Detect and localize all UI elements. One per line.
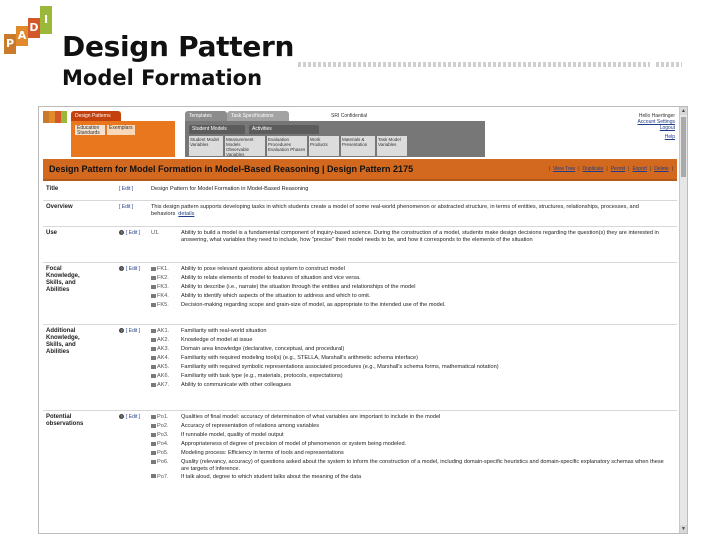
edit-label[interactable]: [ Edit ] — [126, 266, 141, 272]
item-text: Familiarity with required symbolic representations associated procedures (e.g., Marshall's schema forms, mathematical notation) — [181, 364, 499, 370]
item-code-text[interactable]: AK4. — [157, 355, 170, 361]
item-text: Domain area knowledge (declarative, conceptual, and procedural) — [181, 346, 345, 352]
item-code[interactable] — [151, 414, 179, 421]
design-pattern-subnav — [71, 121, 175, 157]
link-icon — [151, 329, 156, 333]
item-text: Knowledge of model at issue — [181, 337, 253, 343]
logo-letter-p: P — [4, 34, 16, 54]
list-item — [151, 230, 673, 245]
link-icon — [151, 383, 156, 387]
view-tree-link[interactable]: View Tree — [553, 166, 576, 172]
row-label: Potential observations — [46, 414, 84, 427]
edit-button[interactable] — [119, 328, 140, 334]
item-text: Modeling process: Efficiency in terms of tools and representations — [181, 450, 344, 456]
help-link[interactable]: Help — [664, 134, 675, 140]
attribute-table — [43, 183, 677, 534]
item-code-text[interactable]: AK3. — [157, 346, 170, 352]
item-code[interactable] — [151, 328, 179, 335]
padi-logo — [4, 6, 60, 68]
item-code-text[interactable]: Po2. — [157, 423, 169, 429]
item-code-text[interactable]: AK5. — [157, 364, 170, 370]
item-text: Decision-making regarding scope and grain-size of model, as appropriate to the intended use of the model. — [181, 302, 446, 308]
delete-link[interactable]: Delete — [654, 166, 669, 172]
item-code[interactable] — [151, 266, 179, 273]
link-icon — [151, 338, 156, 342]
design-pattern-actions: | View Tree | Duplicate | Permit | Export | Delete | — [548, 166, 673, 172]
item-text: If talk aloud, degree to which student talks about the meaning of the data — [181, 473, 362, 480]
tab-task-specifications[interactable]: Task Specifications — [227, 111, 289, 121]
vertical-scrollbar[interactable] — [679, 107, 687, 533]
row-title — [43, 183, 677, 201]
overview-text: This design pattern supports developing tasks in which students create a model of some real-world phenomenon or abstracted structure, in terms of entities, structures, relationships, processes, and behaviors — [151, 204, 639, 218]
item-code-text[interactable]: FK4. — [157, 293, 169, 299]
item-code-text[interactable]: Po7. — [157, 473, 169, 480]
row-value — [151, 263, 677, 314]
item-code-text[interactable]: Po6. — [157, 459, 169, 465]
design-pattern-title: Design Pattern for Model Formation in Model-Based Reasoning | Design Pattern 2175 — [49, 164, 414, 174]
subtab-activities[interactable]: Activities — [249, 125, 319, 134]
edit-label[interactable]: [ Edit ] — [126, 414, 141, 420]
item-code-text[interactable]: Po4. — [157, 441, 169, 447]
confidential-notice: SRI Confidential — [331, 113, 368, 119]
list-item — [151, 355, 673, 364]
item-code-text[interactable]: AK1. — [157, 328, 170, 334]
item-code: U1. — [151, 230, 160, 236]
list-item — [151, 293, 673, 302]
help-icon[interactable]: ? — [120, 414, 123, 420]
app-screenshot — [38, 106, 688, 534]
subtab-student-models[interactable]: Student Models — [189, 125, 245, 134]
template-subnav — [185, 121, 485, 157]
item-code[interactable] — [151, 284, 179, 291]
row-overview — [43, 201, 677, 227]
row-value — [151, 227, 677, 248]
duplicate-link[interactable]: Duplicate — [582, 166, 604, 172]
item-code[interactable] — [151, 364, 179, 371]
list-item — [151, 266, 673, 275]
link-icon — [151, 356, 156, 360]
list-item — [151, 382, 673, 391]
list-item — [151, 284, 673, 293]
nav-cell-evaluation-procedures[interactable]: Evaluation Procedures Evaluation Phases — [267, 136, 307, 156]
item-text: Familiarity with real-world situation — [181, 328, 267, 334]
edit-button[interactable] — [119, 266, 140, 272]
row-use — [43, 227, 677, 263]
edit-button[interactable] — [119, 414, 140, 420]
list-item — [151, 373, 673, 382]
item-code[interactable] — [151, 423, 179, 430]
item-code[interactable] — [151, 450, 179, 457]
item-text: Qualities of final model: accuracy of determination of what variables are important to include in the model — [181, 414, 441, 420]
slide-subtitle: Model Formation — [62, 66, 263, 90]
item-code[interactable] — [151, 337, 179, 344]
edit-button[interactable] — [119, 230, 140, 236]
details-link[interactable]: details — [178, 211, 195, 218]
item-code-text[interactable]: FK2. — [157, 275, 169, 281]
item-code-text[interactable]: AK7. — [157, 382, 170, 388]
item-code-text[interactable]: AK2. — [157, 337, 170, 343]
link-icon — [151, 474, 156, 478]
item-code-text[interactable]: Po1. — [157, 414, 169, 420]
slide-title: Design Pattern — [62, 30, 295, 63]
permit-link[interactable]: Permit — [610, 166, 626, 172]
row-label: Overview — [46, 204, 73, 210]
list-item — [151, 441, 673, 450]
item-text: Familiarity with task type (e.g., materials, protocols, expectations) — [181, 373, 343, 379]
item-code[interactable] — [151, 432, 179, 439]
list-item — [151, 414, 673, 423]
list-item — [151, 423, 673, 432]
item-code-text[interactable]: FK3. — [157, 284, 169, 290]
tab-templates[interactable]: Templates — [185, 111, 227, 121]
logo-letter-i: I — [40, 6, 52, 34]
link-icon — [151, 433, 156, 437]
nav-cell-student-model-variables[interactable]: Student Model Variables — [189, 136, 223, 156]
link-icon — [151, 451, 156, 455]
edit-label[interactable]: [ Edit ] — [126, 230, 141, 236]
list-item — [151, 275, 673, 284]
edit-label[interactable]: [ Edit ] — [126, 328, 141, 334]
row-label: Use — [46, 230, 58, 236]
item-code-text[interactable]: FK5. — [157, 302, 169, 308]
link-icon — [151, 442, 156, 446]
item-code[interactable] — [151, 355, 179, 362]
item-code-text[interactable]: AK6. — [157, 373, 170, 379]
app-navigation — [39, 107, 679, 157]
link-icon — [151, 267, 156, 271]
list-item — [151, 346, 673, 355]
link-icon — [151, 424, 156, 428]
row-value — [151, 325, 677, 394]
nav-cell-task-model-variables[interactable]: Task Model Variables — [377, 136, 407, 156]
scroll-down-icon[interactable]: ▼ — [681, 526, 686, 532]
row-focal-ksas — [43, 263, 677, 325]
logo-letter-d: D — [28, 18, 40, 38]
item-text: Ability to identify which aspects of the situation to address and which to omit. — [181, 293, 371, 299]
row-label: Title — [46, 186, 59, 192]
item-text: Ability to build a model is a fundamental component of inquiry-based science. During the construction of a model, students make design decisions regarding the question(s) they are interested in answering, what variables they need to include, how "precise" their model needs to be, and how it corresponds to the elements of the situation — [181, 230, 659, 244]
title-divider-end — [656, 62, 682, 67]
user-greeting: Hello Haertinger — [638, 113, 675, 119]
nav-cell-work-products[interactable]: Work Products — [309, 136, 339, 156]
subtab-exemplars[interactable]: Exemplars — [107, 125, 135, 135]
item-code-text[interactable]: FK1. — [157, 266, 169, 272]
export-link[interactable]: Export — [632, 166, 647, 172]
link-icon — [151, 374, 156, 378]
link-icon — [151, 347, 156, 351]
nav-cell-materials-presentation[interactable]: Materials & Presentation — [341, 136, 375, 156]
list-item — [151, 337, 673, 346]
list-item — [151, 474, 673, 483]
edit-button[interactable]: [ Edit ] — [119, 204, 134, 210]
item-text: Appropriateness of degree of precision of model of phenomenon or system being modeled. — [181, 441, 407, 447]
item-text: Ability to communicate with other colleagues — [181, 382, 292, 388]
item-text: Quality (relevancy, accuracy) of questions asked about the system to inform the construction of a model, including domain-specific heuristics and domain-specific explanatory schemas when these are targets of inference. — [181, 459, 664, 473]
item-text: Ability to relate elements of model to features of situation and vice versa. — [181, 275, 361, 281]
row-label: Additional Knowledge, Skills, and Abilities — [46, 328, 80, 355]
link-icon — [151, 285, 156, 289]
row-value: Design Pattern for Model Formation in Model-Based Reasoning — [151, 186, 309, 192]
item-text: Ability to describe (i.e., narrate) the situation through the entities and relationships of the model — [181, 284, 416, 290]
edit-button[interactable]: [ Edit ] — [119, 186, 134, 192]
list-item — [151, 364, 673, 373]
link-icon — [151, 415, 156, 419]
link-icon — [151, 276, 156, 280]
account-settings-link[interactable]: Account Settings — [637, 119, 675, 125]
row-value — [151, 411, 677, 486]
item-code[interactable] — [151, 459, 179, 466]
help-icon[interactable]: ? — [120, 230, 123, 236]
item-text: Familiarity with required modeling tool(s) (e.g., STELLA, Marshall's arithmetic schema interface) — [181, 355, 419, 361]
list-item — [151, 432, 673, 441]
help-icon[interactable]: ? — [120, 328, 123, 334]
row-potential-observations — [43, 411, 677, 534]
tab-design-patterns[interactable]: Design Patterns — [71, 111, 121, 121]
item-code[interactable] — [151, 293, 179, 300]
link-icon — [151, 294, 156, 298]
item-code[interactable] — [151, 474, 179, 481]
row-additional-ksas — [43, 325, 677, 411]
row-label: Focal Knowledge, Skills, and Abilities — [46, 266, 80, 293]
list-item — [151, 302, 673, 311]
nav-cell-measurement-models[interactable]: Measurement Models Observable Variables — [225, 136, 265, 156]
item-code[interactable] — [151, 346, 179, 353]
mini-padi-logo — [43, 111, 67, 123]
list-item — [151, 459, 673, 474]
logout-link[interactable]: Logout — [659, 125, 675, 131]
list-item — [151, 328, 673, 337]
item-text: Accuracy of representation of relations among variables — [181, 423, 320, 429]
design-pattern-header — [43, 159, 677, 181]
scroll-up-icon[interactable]: ▲ — [681, 108, 686, 114]
item-code[interactable] — [151, 373, 179, 380]
help-icon[interactable]: ? — [120, 266, 123, 272]
item-code-text[interactable]: Po3. — [157, 432, 169, 438]
list-item — [151, 450, 673, 459]
link-icon — [151, 365, 156, 369]
item-code[interactable] — [151, 302, 179, 309]
item-code-text[interactable]: Po5. — [157, 450, 169, 456]
link-icon — [151, 303, 156, 307]
item-text: Ability to pose relevant questions about system to construct model — [181, 266, 345, 272]
link-icon — [151, 460, 156, 464]
item-code[interactable] — [151, 441, 179, 448]
logo-letter-a: A — [16, 26, 28, 46]
subtab-educational-standards[interactable]: Education Standards — [75, 125, 105, 135]
title-divider — [298, 62, 650, 67]
user-links — [575, 113, 675, 140]
row-value — [151, 201, 677, 222]
item-code[interactable] — [151, 275, 179, 282]
item-code[interactable] — [151, 382, 179, 389]
item-text: If runnable model, quality of model output — [181, 432, 284, 438]
scroll-thumb[interactable] — [681, 117, 686, 177]
